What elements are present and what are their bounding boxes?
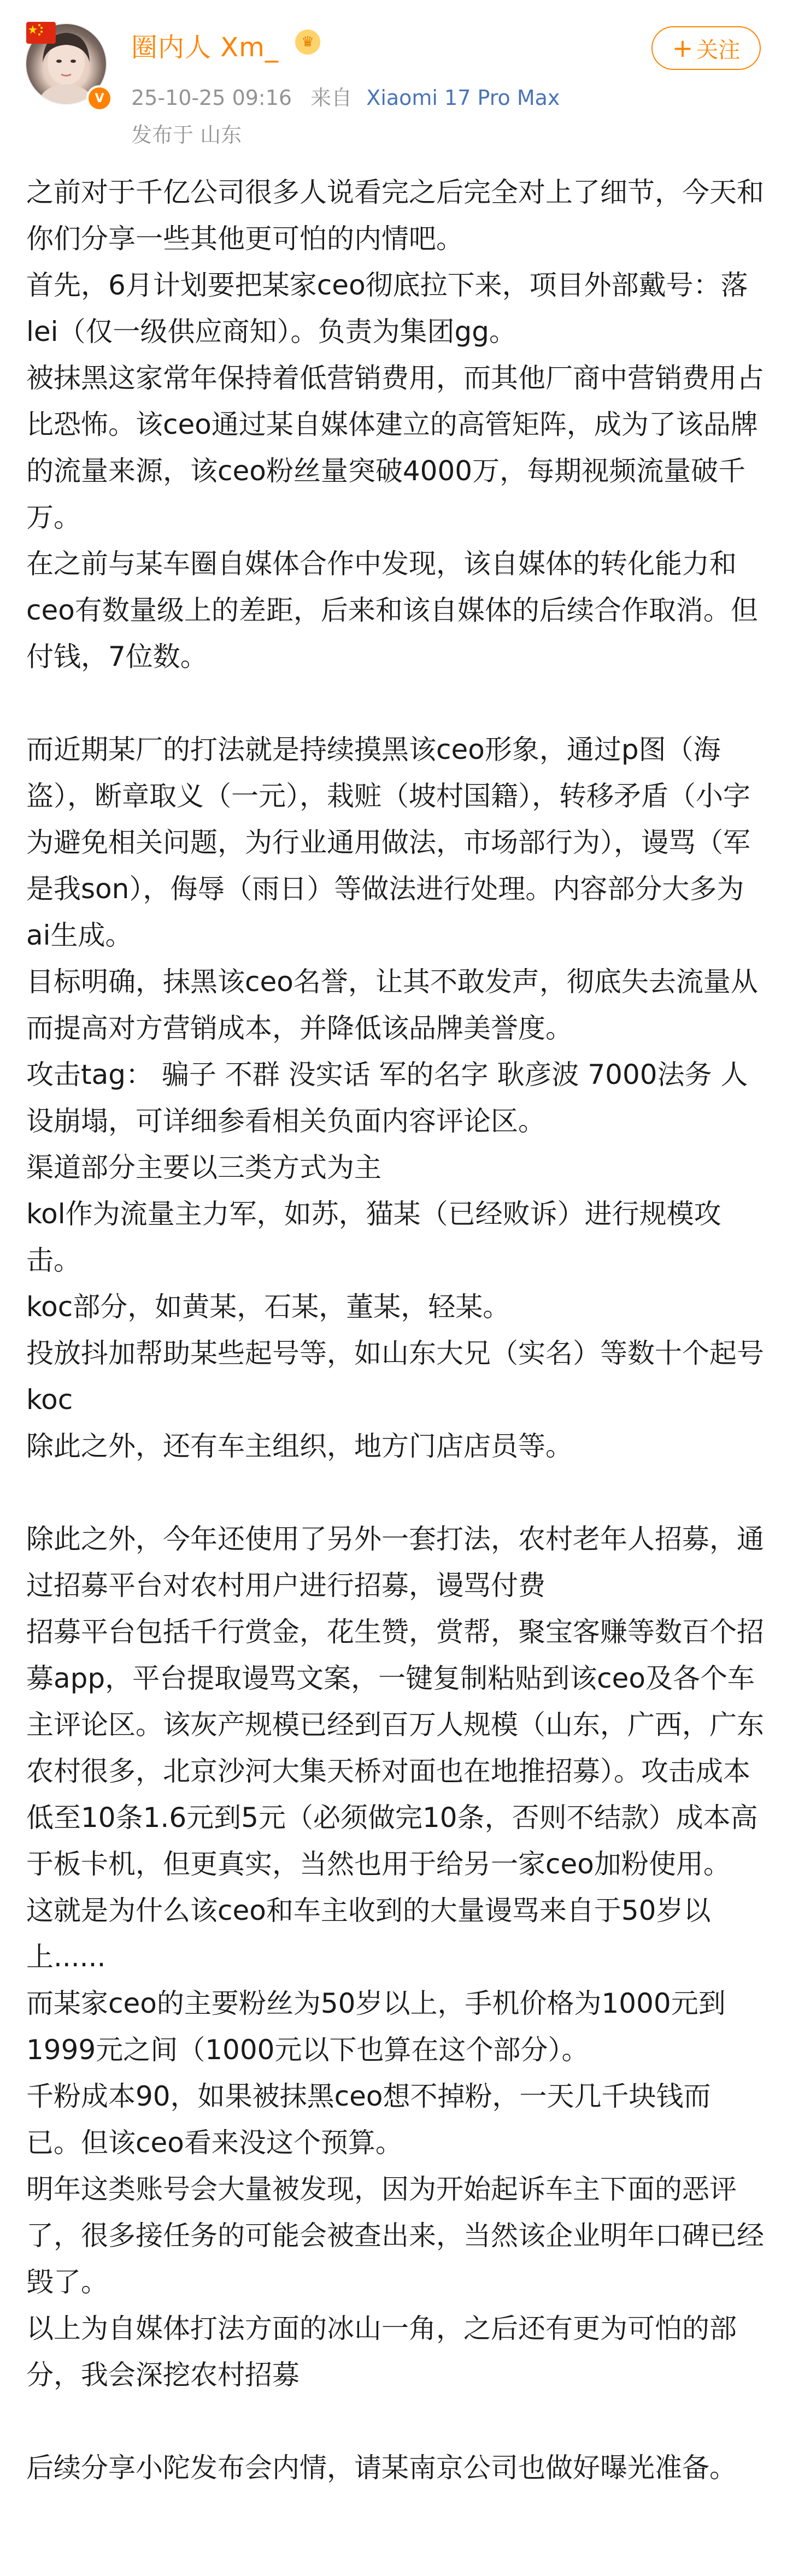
paragraph-gap bbox=[26, 2398, 764, 2445]
post-paragraph: 招募平台包括千行赏金，花生赞，赏帮，聚宝客赚等数百个招募app，平台提取谩骂文案，一键复制粘贴到该ceo及各个车主评论区。该灰产规模已经到百万人规模（山东，广西，广东农村很多，北京沙河大集天桥对面也在地推招募）。攻击成本低至10条1.6元到5元（必须做完10条，否则不结款）成本高于板卡机，但更真实，当然也用于给另一家ceo加粉使用。 bbox=[26, 1616, 764, 1880]
follow-button-label: 关注 bbox=[696, 37, 741, 63]
post-paragraph: 首先，6月计划要把某家ceo彻底拉下来，项目外部戴号：落lei（仅一级供应商知）。负责为集团gg。 bbox=[26, 269, 748, 347]
post-paragraph: 而某家ceo的主要粉丝为50岁以上，手机价格为1000元到1999元之间（1000元以下也算在这个部分）。 bbox=[26, 1988, 726, 2066]
post-header bbox=[0, 0, 787, 164]
post-paragraph: 而近期某厂的打法就是持续摸黑该ceo形象，通过p图（海盗），断章取义（一元），栽赃（坡村国籍），转移矛盾（小字为避免相关问题，为行业通用做法，市场部行为），谩骂（军是我son），侮辱（雨日）等做法进行处理。内容部分大多为ai生成。 bbox=[26, 734, 750, 951]
author-avatar[interactable] bbox=[25, 23, 107, 105]
post-paragraph: 之前对于千亿公司很多人说看完之后完全对上了细节，今天和你们分享一些其他更可怕的内情吧。 bbox=[26, 176, 764, 255]
post-paragraph: 在之前与某车圈自媒体合作中发现，该自媒体的转化能力和ceo有数量级上的差距，后来和该自媒体的后续合作取消。但付钱，7位数。 bbox=[26, 548, 758, 673]
follow-button[interactable] bbox=[651, 26, 761, 70]
post-paragraph: 投放抖加帮助某些起号等，如山东大兄（实名）等数十个起号koc bbox=[26, 1337, 764, 1416]
china-flag-icon bbox=[26, 22, 56, 44]
post-meta bbox=[131, 81, 560, 111]
crown-icon: ♛ bbox=[295, 30, 320, 55]
post-paragraph: 除此之外，还有车主组织，地方门店店员等。 bbox=[26, 1430, 573, 1462]
post-paragraph: 后续分享小陀发布会内情，请某南京公司也做好曝光准备。 bbox=[26, 2452, 737, 2484]
paragraph-gap bbox=[26, 1470, 764, 1516]
post-paragraph: 攻击tag： 骗子 不群 没实话 军的名字 耿彦波 7000法务 人设崩塌，可详细参看相关负面内容评论区。 bbox=[26, 1059, 748, 1137]
verified-v-icon: V bbox=[86, 85, 113, 111]
post-paragraph: 渠道部分主要以三类方式为主 bbox=[26, 1152, 381, 1183]
post-paragraph: 明年这类账号会大量被发现，因为开始起诉车主下面的恶评了，很多接任务的可能会被查出来，当然该企业明年口碑已经毁了。 bbox=[26, 2173, 764, 2298]
post-paragraph: 被抹黑这家常年保持着低营销费用，而其他厂商中营销费用占比恐怖。该ceo通过某自媒体建立的高管矩阵，成为了该品牌的流量来源，该ceo粉丝量突破4000万，每期视频流量破千万。 bbox=[26, 362, 764, 533]
post-paragraph: 这就是为什么该ceo和车主收到的大量谩骂来自于50岁以上...... bbox=[26, 1895, 711, 1973]
post-paragraph: 以上为自媒体打法方面的冰山一角，之后还有更为可怕的部分，我会深挖农村招募 bbox=[26, 2313, 737, 2391]
from-label: 来自 bbox=[310, 86, 353, 110]
plus-icon: + bbox=[672, 33, 694, 63]
post-paragraph: 目标明确，抹黑该ceo名誉，让其不敢发声，彻底失去流量从而提高对方营销成本，并降低该品牌美誉度。 bbox=[26, 966, 758, 1044]
post-body bbox=[26, 169, 764, 2491]
post-paragraph: kol作为流量主力军，如苏，猫某（已经败诉）进行规模攻击。 bbox=[26, 1198, 721, 1276]
author-name[interactable]: 圈内人 Xm_ bbox=[131, 32, 279, 63]
paragraph-gap bbox=[26, 680, 764, 727]
post-paragraph: 除此之外，今年还使用了另外一套打法，农村老年人招募，通过招募平台对农村用户进行招募，谩骂付费 bbox=[26, 1523, 764, 1601]
post-paragraph: 千粉成本90，如果被抹黑ceo想不掉粉，一天几千块钱而已。但该ceo看来没这个预算。 bbox=[26, 2080, 711, 2159]
device-link[interactable]: Xiaomi 17 Pro Max bbox=[366, 86, 560, 110]
post-location: 发布于 山东 bbox=[131, 123, 242, 147]
post-paragraph: koc部分，如黄某，石某，董某，轻某。 bbox=[26, 1291, 510, 1323]
post-timestamp: 25-10-25 09:16 bbox=[131, 86, 292, 110]
